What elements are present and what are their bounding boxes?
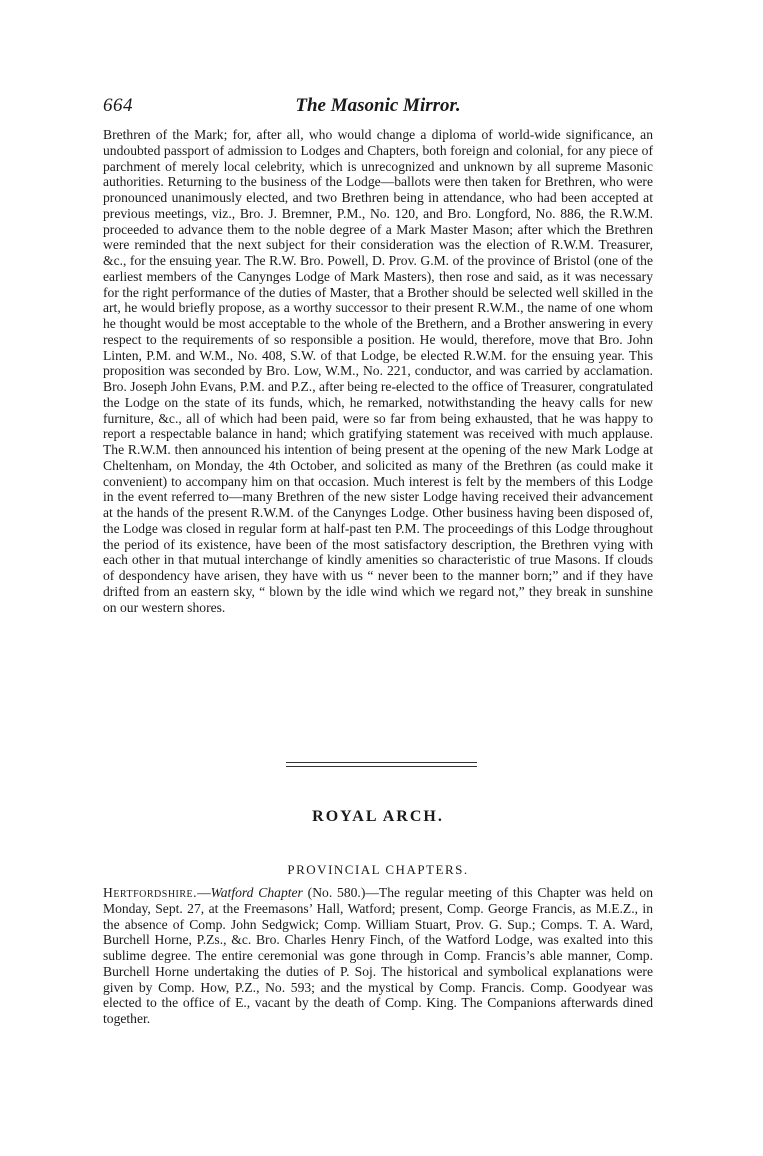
lodge-report-paragraph: Brethren of the Mark; for, after all, who would change a diploma of world-wide significance, an undoubted passport of admission to Lodges and Chapters, both foreign and colonial, for any piece of parchment of merely local celebrity, which is unrecognized and unknown by all supreme Masonic authorities. Returning to the business of the Lodge—ballots were then taken for Brethren, who were pronounced unanimously elected, and two Brethren being in attendance, who had been accepted at previous meetings, viz., Bro. J. Bremner, P.M., No. 120, and Bro. Longford, No. 886, the R.W.M. proceeded to advance them to the noble degree of a Mark Master Mason; after which the Brethren were reminded that the next subject for their consideration was the election of R.W.M. Treasurer, &c., for the ensuing year. The R.W. Bro. Powell, D. Prov. G.M. of the province of Bristol (one of the earliest members of the Canynges Lodge of Mark Masters), then rose and said, as it was necessary for the right performance of the duties of Master, that a Brother should be selected well skilled in the art, he would briefly propose, as a worthy successor to their present R.W.M., the name of one whom he thought would be most acceptable to the whole of the Brethern, and a Brother answering in every respect to the requirements of so responsible a position. He would, therefore, move that Bro. John Linten, P.M. and W.M., No. 408, S.W. of that Lodge, be elected R.W.M. for the ensuing year. This proposition was seconded by Bro. Low, W.M., No. 221, conductor, and was carried by acclamation. Bro. Joseph John Evans, P.M. and P.Z., after being re-elected to the office of Treasurer, congratulated the Lodge on the state of its funds, which, he remarked, notwithstanding the heavy calls for new furniture, &c., all of which had been paid, were so far from being exhausted, that he was happy to report a respectable balance in hand; which gratifying statement was received with much applause. The R.W.M. then announced his intention of being present at the opening of the new Mark Lodge at Cheltenham, on Monday, the 4th October, and solicited as many of the Brethren (as could make it convenient) to accompany him on that occasion. Much interest is felt by the members of this Lodge in the event referred to—many Brethren of the new sister Lodge having received their advancement at the hands of the present R.W.M. of the Canynges Lodge. Other business having been disposed of, the Lodge was closed in regular form at half-past ten P.M. The proceedings of this Lodge throughout the period of its existence, have been of the most satisfactory description, the Brethren vying with each other in that mutual interchange of kindly amenities so characteristic of true Masons. If clouds of despondency have arisen, they have with us “ never been to the manner born;” and if they have drifted from an eastern sky, “ blown by the idle wind which we regard not,” they break in sunshine on our western shores. — [103, 127, 653, 615]
subsection-title: PROVINCIAL CHAPTERS. — [287, 862, 469, 877]
section-divider-top — [286, 762, 477, 763]
county-heading: Hertfordshire. — [103, 885, 198, 900]
section-divider-bottom — [286, 766, 477, 767]
chapter-report-paragraph — [103, 885, 653, 1027]
running-title: The Masonic Mirror. — [295, 95, 461, 116]
entry-dash: — — [197, 885, 211, 900]
chapter-report-text: (No. 580.)—The regular meeting of this Chapter was held on Monday, Sept. 27, at the Freemasons’ Hall, Watford; present, Comp. George Francis, as M.E.Z., in the absence of Comp. John Sedgwick; Comp. William Stuart, Prov. G. Sup.; Comps. T. A. Ward, Burchell Horne, P.Zs., &c. Bro. Charles Henry Finch, of the Watford Lodge, was exalted into this sublime degree. The entire ceremonial was gone through in Comp. Francis’s able manner, Comp. Burchell Horne undertaking the duties of P. Soj. The historical and symbolical explanations were given by Comp. How, P.Z., No. 593; and the mystical by Comp. Francis. Comp. Goodyear was elected to the office of E., vacant by the death of Comp. King. The Companions afterwards dined together. — [103, 885, 654, 1026]
section-title: ROYAL ARCH. — [312, 808, 444, 825]
page-number: 664 — [103, 95, 133, 116]
chapter-name: Watford Chapter — [210, 885, 303, 900]
page-header — [103, 95, 653, 123]
